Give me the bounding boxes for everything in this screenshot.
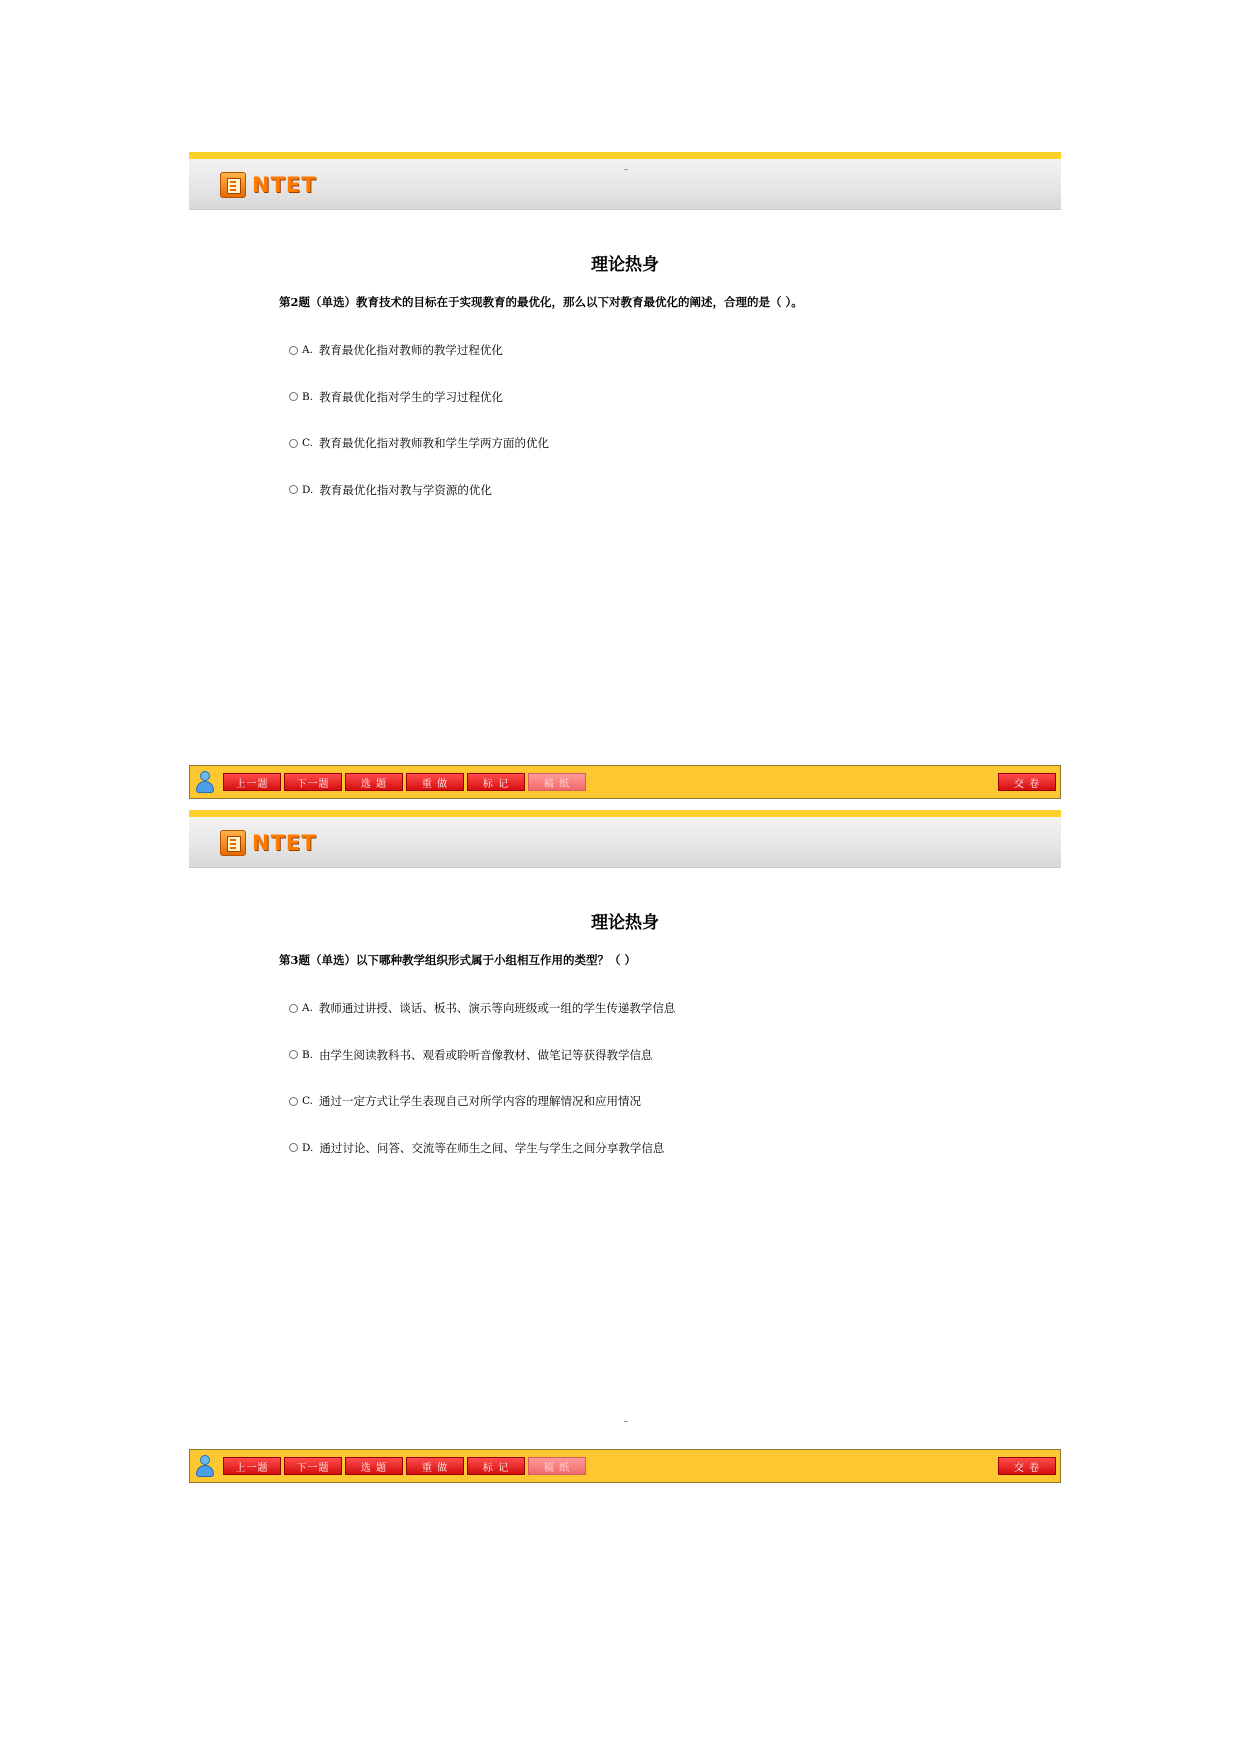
- header-bar: [189, 817, 1061, 868]
- radio-button[interactable]: [289, 1050, 298, 1059]
- prev-question-button[interactable]: 上一题: [223, 1457, 281, 1475]
- option-b[interactable]: [289, 387, 549, 407]
- option-list: [289, 340, 549, 526]
- logo-text: NTET: [252, 173, 317, 197]
- radio-button[interactable]: [289, 485, 298, 494]
- submit-exam-button[interactable]: 交 卷: [998, 773, 1056, 791]
- user-icon[interactable]: [196, 1455, 214, 1477]
- exam-panel-2: [189, 810, 1061, 1483]
- question-text: 第3题（单选）以下哪种教学组织形式属于小组相互作用的类型？（ ）: [279, 953, 637, 967]
- option-text: 教育最优化指对学生的学习过程优化: [319, 389, 504, 404]
- option-b[interactable]: [289, 1045, 675, 1065]
- section-title: 理论热身: [591, 913, 659, 933]
- radio-button[interactable]: [289, 392, 298, 401]
- radio-button[interactable]: [289, 1097, 298, 1106]
- logo-text: NTET: [252, 831, 317, 855]
- option-d[interactable]: [289, 480, 549, 500]
- bottom-toolbar: [189, 765, 1061, 799]
- question-text: 第2题（单选）教育技术的目标在于实现教育的最优化，那么以下对教育最优化的阐述，合理的是（ ）。: [279, 295, 803, 309]
- draft-paper-button[interactable]: 稿 纸: [528, 773, 586, 791]
- prev-question-button[interactable]: 上一题: [223, 773, 281, 791]
- radio-button[interactable]: [289, 1143, 298, 1152]
- option-text: 教育最优化指对教师的教学过程优化: [318, 343, 503, 357]
- option-text: 教师通过讲授、谈话、板书、演示等向班级或一组的学生传递教学信息: [318, 1001, 676, 1015]
- option-letter: D.: [302, 1141, 314, 1154]
- user-icon[interactable]: [196, 771, 214, 793]
- option-text: 由学生阅读教科书、观看或聆听音像教材、做笔记等获得教学信息: [319, 1047, 653, 1062]
- option-d[interactable]: [289, 1138, 675, 1158]
- select-question-button[interactable]: 选 题: [345, 1457, 403, 1475]
- question-area: [189, 210, 1061, 765]
- option-letter: D.: [302, 483, 314, 496]
- option-text: 通过一定方式让学生表现自己对所学内容的理解情况和应用情况: [319, 1094, 641, 1108]
- bottom-toolbar: [189, 1449, 1061, 1483]
- option-letter: A.: [302, 344, 313, 356]
- option-letter: B.: [302, 1048, 314, 1061]
- mark-button[interactable]: 标 记: [467, 1457, 525, 1475]
- book-icon: [220, 172, 246, 198]
- radio-button[interactable]: [289, 1004, 298, 1013]
- option-text: 教育最优化指对教与学资源的优化: [319, 482, 492, 497]
- radio-button[interactable]: [289, 439, 298, 448]
- option-a[interactable]: [289, 340, 549, 360]
- option-a[interactable]: [289, 998, 675, 1018]
- header-dot: [624, 169, 628, 170]
- radio-button[interactable]: [289, 346, 298, 355]
- top-stripe: [189, 152, 1061, 159]
- option-letter: A.: [302, 1002, 313, 1014]
- select-question-button[interactable]: 选 题: [345, 773, 403, 791]
- option-c[interactable]: [289, 1091, 675, 1111]
- header-bar: [189, 159, 1061, 210]
- ntet-logo: [220, 829, 317, 857]
- redo-button[interactable]: 重 做: [406, 1457, 464, 1475]
- option-c[interactable]: [289, 433, 549, 453]
- option-text: 教育最优化指对教师教和学生学两方面的优化: [319, 436, 549, 450]
- draft-paper-button[interactable]: 稿 纸: [528, 1457, 586, 1475]
- option-text: 通过讨论、问答、交流等在师生之间、学生与学生之间分享教学信息: [319, 1140, 665, 1155]
- section-title: 理论热身: [591, 255, 659, 275]
- footer-dot: [624, 1421, 628, 1422]
- option-letter: C.: [302, 1095, 313, 1107]
- next-question-button[interactable]: 下一题: [284, 1457, 342, 1475]
- option-letter: C.: [302, 437, 313, 449]
- option-letter: B.: [302, 390, 314, 403]
- redo-button[interactable]: 重 做: [406, 773, 464, 791]
- option-list: [289, 998, 675, 1184]
- book-icon: [220, 830, 246, 856]
- submit-exam-button[interactable]: 交 卷: [998, 1457, 1056, 1475]
- top-stripe: [189, 810, 1061, 817]
- ntet-logo: [220, 171, 317, 199]
- mark-button[interactable]: 标 记: [467, 773, 525, 791]
- exam-panel-1: [189, 152, 1061, 799]
- question-area: [189, 868, 1061, 1423]
- next-question-button[interactable]: 下一题: [284, 773, 342, 791]
